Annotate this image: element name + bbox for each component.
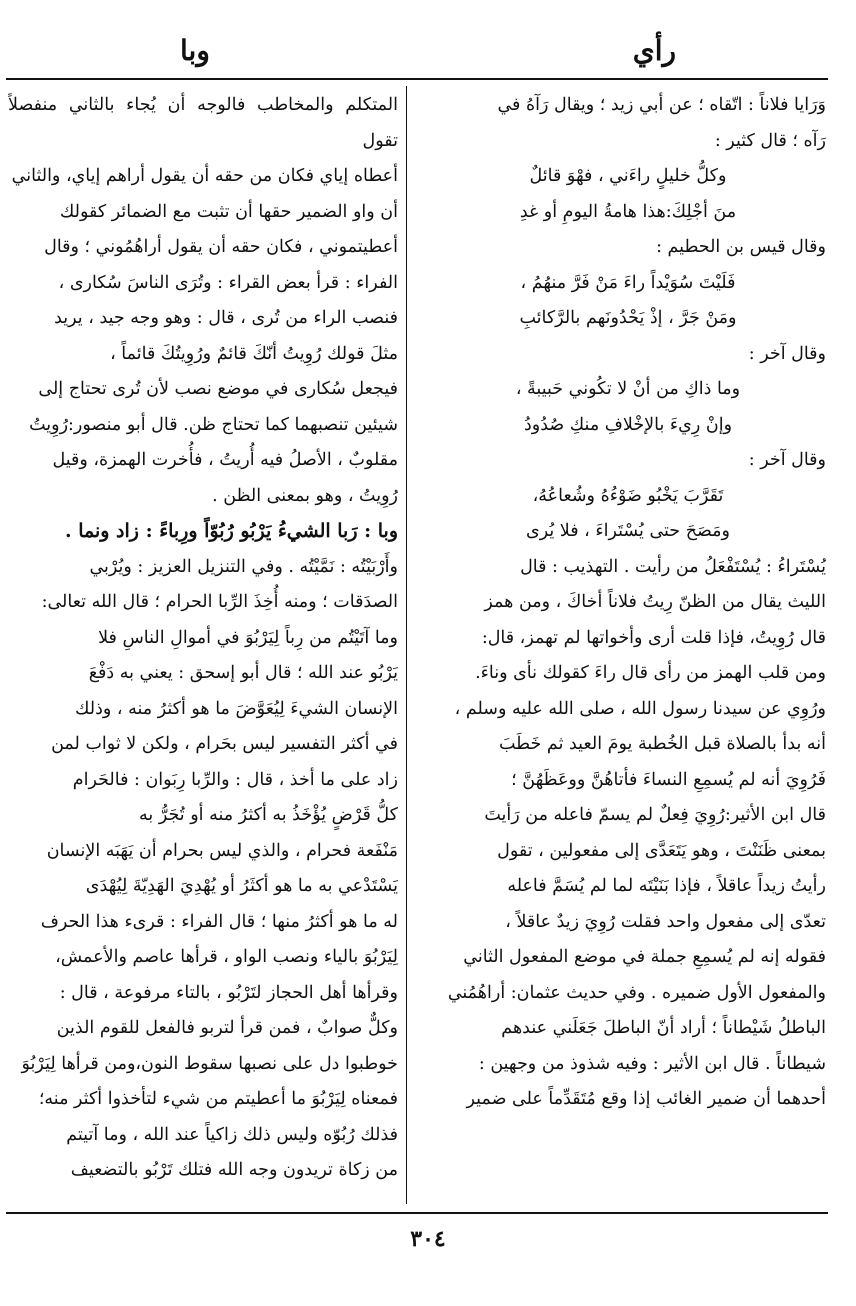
text-line: يَسْتَدْعي به ما هو أكثَرُ أو يُهْدِيَ الهَدِيّةَ لِيُهْدَى	[85, 876, 398, 896]
text-line: وما آتَيْتُم من رِباً لِيَرْبُوَ في أموالِ الناسِ فلا	[98, 627, 398, 648]
text-line: قال رُوِيتُ، فإذا قلت أرى وأخواتها لم تهمز، قال:	[481, 627, 826, 648]
text-line: لِيَرْبُوَ بالياء ونصب الواو ، قرأها عاصم والأعمش،	[55, 947, 398, 967]
verse-line: ومَصَحَ حتى يُسْتَراءَ ، فلا يُرى	[526, 521, 730, 541]
text-line: وقال آخر :	[748, 450, 826, 470]
text-line: أنه بدأ بالصلاة قبل الخُطبة يومَ العيد ثم خَطَبَ	[499, 734, 826, 754]
text-line: فمعناه لِيَرْبُوَ ما أعطيتم من شيء لتأخذوا أكثر منه؛	[38, 1089, 398, 1109]
text-line: أن واو الضمير حقها أن تثبت مع الضمائر كقولك	[59, 201, 398, 222]
text-line: بمعنى ظَنَنْتَ ، وهو يَتَعَدَّى إلى مفعولين ، تقول	[497, 840, 826, 861]
text-line: وقرأها أهل الحجاز لتَرْبُو ، بالتاء مرفوعة ، قال :	[59, 982, 398, 1003]
text-line: له ما هو أكثرُ منها ؛ قال الفراء : قرىء هذا الحرف	[40, 911, 398, 932]
text-line: شيئين تنصبهما كما تحتاج ظن. قال أبو منصور:رُوِيتُ	[29, 414, 398, 435]
headword-left: وبا	[180, 34, 210, 67]
text-line: وقال آخر :	[748, 343, 826, 364]
text-line: مثلَ قولك رُوِيتُ أنّكَ قائمٌ ورُوِيتُكَ قائماً ،	[110, 343, 398, 364]
text-line: مقلوبٌ ، الأصلُ فيه أُريتُ ، فأُخرت الهمزة، وقيل	[52, 450, 398, 470]
header-rule	[6, 78, 828, 80]
verse-line: وإنْ رِيءَ بالإخْلافِ منكِ صُدُودُ	[523, 414, 733, 435]
text-line: وَرَايا فلاناً : اتّقاه ؛ عن أبي زيد ؛ ويقال رَآهُ في	[497, 95, 826, 115]
text-line: والمفعول الأول ضميره . وفي حديث عثمان: أراهُمُني	[447, 982, 826, 1003]
right-column	[430, 88, 826, 1206]
column-divider	[406, 86, 407, 1204]
text-line: شيطاناً . قال ابن الأثير : وفيه شذوذ من وجهين :	[478, 1053, 826, 1074]
text-line: فيجعل سُكارى في موضع نصب لأن تُرى تحتاج إلى	[38, 379, 398, 399]
text-line: وأَرْبَيْتُه : نَمَّيْتُه . وفي التنزيل العزيز : ويُرْبي	[89, 556, 398, 577]
text-line: الصدَقات ؛ ومنه أُخِذَ الرِّبا الحرام ؛ قال الله تعالى:	[41, 592, 398, 612]
text-line: أعطيتموني ، فكان حقه أن يقول أراهُمُوني ؛ وقال	[44, 237, 398, 257]
verse-line: ومَنْ جَرَّ ، إذْ يَحْدُونَهم بالرَّكائبِ	[519, 308, 737, 328]
text-line: كلُّ قَرْضٍ يُؤْخَذُ به أكثرُ منه أو تُجَرُّ به	[139, 805, 398, 825]
text-line: الإنسان الشيءَ لِيُعَوَّضَ ما هو أكثرُ منه ، وذلك	[75, 698, 398, 719]
text-line: خوطبوا دل على نصبها سقوط النون،ومن قرأها لِيَرْبُوَ	[21, 1053, 398, 1074]
left-column	[8, 88, 398, 1206]
text-line: الباطلُ شَيْطاناً ؛ أراد أنّ الباطلَ جَعَلَني عندهم	[501, 1018, 826, 1038]
text-line: فَرُوِيَ أنه لم يُسمِعِ النساءَ فأتاهُنَّ ووعَظَهُنَّ ؛	[511, 769, 826, 790]
text-line: يَرْبُو عند الله ؛ قال أبو إسحق : يعني به دَفْعَ	[88, 663, 398, 683]
headword-right: رأي	[632, 34, 676, 67]
text-line: وقال قيس بن الحطيم :	[656, 237, 826, 257]
text-line: ورُوِي عن سيدنا رسول الله ، صلى الله عليه وسلم ،	[454, 698, 826, 719]
text-line: فقوله إنه لم يُسمِعِ جملة في موضع المفعول الثاني	[463, 947, 826, 967]
page-number: ٣٠٤	[410, 1226, 446, 1252]
footer-rule	[6, 1212, 828, 1214]
text-line: زاد على ما أخذ ، قال : والرِّبا رِبَوان : فالحَرام	[72, 769, 398, 790]
text-line: يُسْتَراءُ : يُسْتَفْعَلُ من رأيت . التهذيب : قال	[520, 556, 826, 577]
page-header	[0, 34, 856, 78]
text-line: أحدهما أن ضمير الغائب إذا وقع مُتَقَدِّماً على ضمير	[466, 1089, 826, 1109]
verse-line: فَلَيْتَ سُوَيْداً راءَ مَنْ فَرَّ منهُمُ ،	[520, 272, 736, 293]
text-line: وكلٌّ صوابٌ ، فمن قرأ لتربو فالفعل للقوم الذين	[56, 1018, 398, 1038]
text-line: قال ابن الأثير:رُوِيَ فِعلٌ لم يسمّ فاعله من رَأيتَ	[484, 805, 826, 825]
text-line: رَآه ؛ قال كثير :	[714, 130, 826, 151]
verse-line: وما ذاكِ من أنْ لا تكُوني حَبيبةً ،	[515, 379, 741, 399]
text-line: الليث يقال من الظنّ رِيتُ فلاناً أخاكَ ، ومن همز	[484, 592, 826, 612]
text-line: رأيتُ زيداً عاقلاً ، فإذا بَنَيْتَه لما لم يُسَمَّ فاعله	[507, 876, 826, 896]
text-line: مَنْفَعة فحرام ، والذي ليس بحرام أن يَهَبَه الإنسان	[46, 840, 398, 861]
entry-start-line: وبا : رَبا الشيءُ يَرْبُو رُبُوّاً ورِباءً : زاد ونما .	[64, 520, 398, 542]
text-line: فذلك رُبُوّه وليس ذلك زاكياً عند الله ، وما آتيتم	[66, 1124, 398, 1145]
text-line: ومن قلب الهمز من رأى قال راءَ كقولك نأى وناءَ.	[475, 663, 826, 683]
text-line: فنصب الراء من تُرى ، قال : وهو وجه جيد ، يريد	[54, 308, 398, 328]
text-line: الفراء : قرأ بعض القراء : وتُرَى الناسَ سُكارى ،	[58, 272, 398, 293]
text-line: المتكلم والمخاطب فالوجه أن يُجاء بالثاني منفصلاً تقول	[8, 95, 398, 151]
verse-line: وكلُّ خليلٍ راءَني ، فهْوَ قائلٌ	[529, 166, 727, 186]
text-line: في أكثر التفسير ليس بحَرام ، ولكن لا ثواب لمن	[51, 734, 398, 754]
verse-line: منَ أجْلِكَ:هذا هامةُ اليومِ أو غدِ	[519, 201, 737, 222]
text-line: من زكاة تريدون وجه الله فتلك تَرْبُو بالتضعيف	[70, 1160, 398, 1180]
text-line: أعطاه إياي فكان من حقه أن يقول أراهم إياي، والثاني	[11, 166, 398, 186]
text-line: تعدّى إلى مفعول واحد فقلت رُوِيَ زيدٌ عاقلاً ،	[505, 911, 826, 932]
verse-line: تَقَرَّبَ يَخْبُو ضَوْءُهُ وشُعاعُهُ،	[532, 485, 724, 506]
text-line: رُوِيتُ ، وهو بمعنى الظن .	[212, 485, 398, 506]
